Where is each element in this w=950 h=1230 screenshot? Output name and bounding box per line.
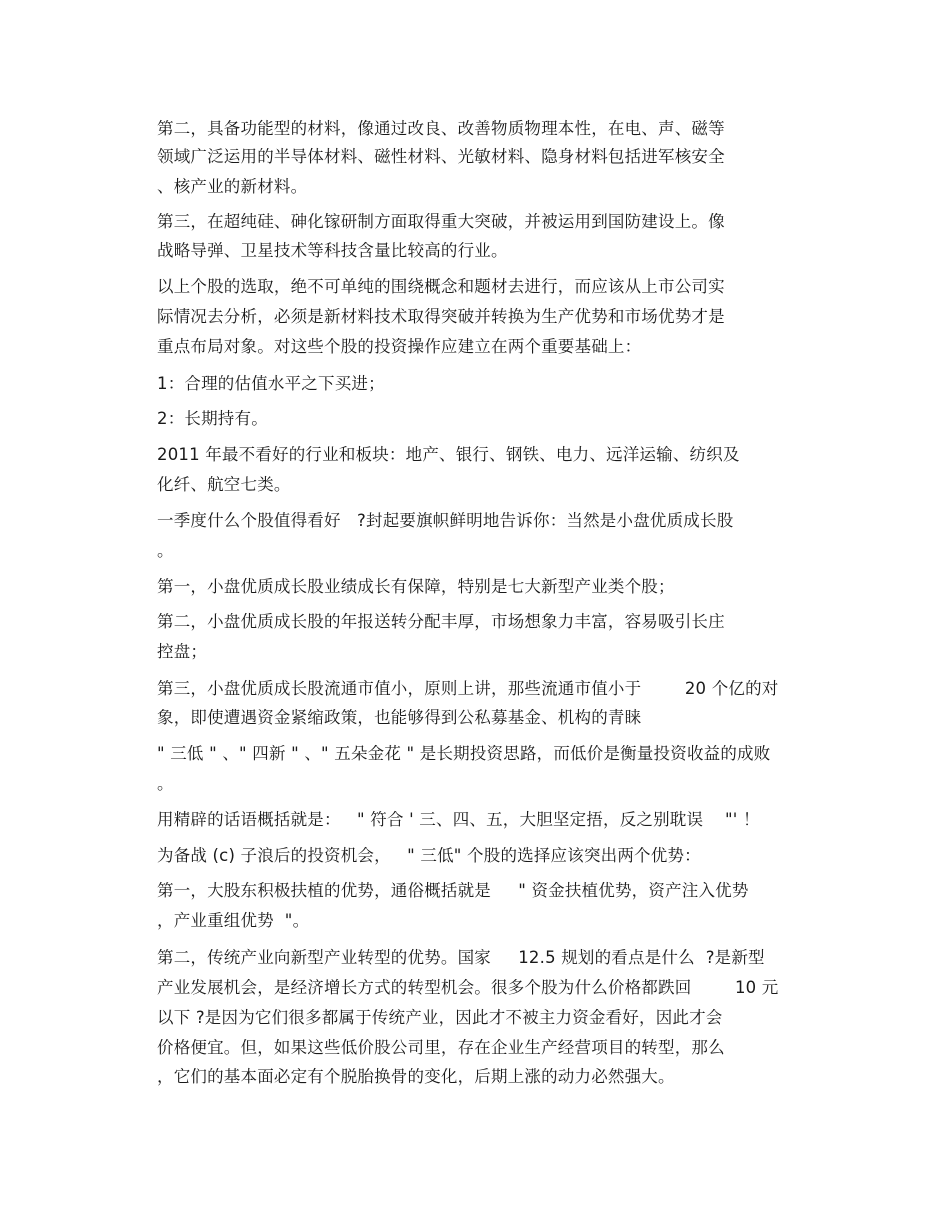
text-line: 2：长期持有。 xyxy=(157,409,268,428)
text-line: 第二，传统产业向新型产业转型的优势。国家 12.5 规划的看点是什么 ?是新型 xyxy=(157,948,765,967)
text-line: 以下 ?是因为它们很多都属于传统产业，因此才不被主力资金看好，因此才会 xyxy=(157,1008,723,1027)
text-line: 价格便宜。但，如果这些低价股公司里，存在企业生产经营项目的转型，那么 xyxy=(157,1038,725,1057)
text-line: 际情况去分析，必须是新材料技术取得突破并转换为生产优势和市场优势才是 xyxy=(157,307,725,326)
text-line: 第一，小盘优质成长股业绩成长有保障，特别是七大新型产业类个股； xyxy=(157,577,675,596)
text-line: 、核产业的新材料。 xyxy=(157,177,308,196)
text-line: 。 xyxy=(157,541,174,560)
text-line: 以上个股的选取，绝不可单纯的围绕概念和题材去进行，而应该从上市公司实 xyxy=(157,277,725,296)
text-line: 领域广泛运用的半导体材料、磁性材料、光敏材料、隐身材料包括进军核安全 xyxy=(157,147,725,166)
text-line: 1：合理的估值水平之下买进； xyxy=(157,374,385,393)
text-line: 第一，大股东积极扶植的优势，通俗概括就是 " 资金扶植优势，资产注入优势 xyxy=(157,881,749,900)
text-line: 战略导弹、卫星技术等科技含量比较高的行业。 xyxy=(157,241,508,260)
text-line: 第三，在超纯硅、砷化镓研制方面取得重大突破，并被运用到国防建设上。像 xyxy=(157,212,725,231)
text-line: ，它们的基本面必定有个脱胎换骨的变化，后期上涨的动力必然强大。 xyxy=(157,1067,675,1086)
text-line: 化纤、航空七类。 xyxy=(157,475,291,494)
text-line: 第二，小盘优质成长股的年报送转分配丰厚，市场想象力丰富，容易吸引长庄 xyxy=(157,612,725,631)
text-line: 为备战 (c) 子浪后的投资机会， " 三低" 个股的选择应该突出两个优势： xyxy=(157,846,701,865)
text-line: 象，即使遭遇资金紧缩政策，也能够得到公私募基金、机构的青睐 xyxy=(157,708,642,727)
text-line: 重点布局对象。对这些个股的投资操作应建立在两个重要基础上： xyxy=(157,337,642,356)
text-line: 一季度什么个股值得看好 ?封起要旗帜鲜明地告诉你：当然是小盘优质成长股 xyxy=(157,511,734,530)
text-line: ，产业重组优势 "。 xyxy=(157,911,310,930)
text-line: 用精辟的话语概括就是： " 符合 ' 三、四、五，大胆坚定捂，反之别耽误 "' ！ xyxy=(157,810,760,829)
text-line: " 三低 " 、" 四新 " 、" 五朵金花 " 是长期投资思路，而低价是衡量投资收益的成败 xyxy=(157,744,771,763)
text-line: 。 xyxy=(157,774,174,793)
text-line: 控盘； xyxy=(157,642,208,661)
text-line: 2011 年最不看好的行业和板块：地产、银行、钢铁、电力、远洋运输、纺织及 xyxy=(157,445,740,464)
text-line: 第三，小盘优质成长股流通市值小，原则上讲，那些流通市值小于 20 个亿的对 xyxy=(157,679,779,698)
text-line: 第二，具备功能型的材料，像通过改良、改善物质物理本性，在电、声、磁等 xyxy=(157,119,725,138)
text-line: 产业发展机会，是经济增长方式的转型机会。很多个股为什么价格都跌回 10 元 xyxy=(157,978,779,997)
